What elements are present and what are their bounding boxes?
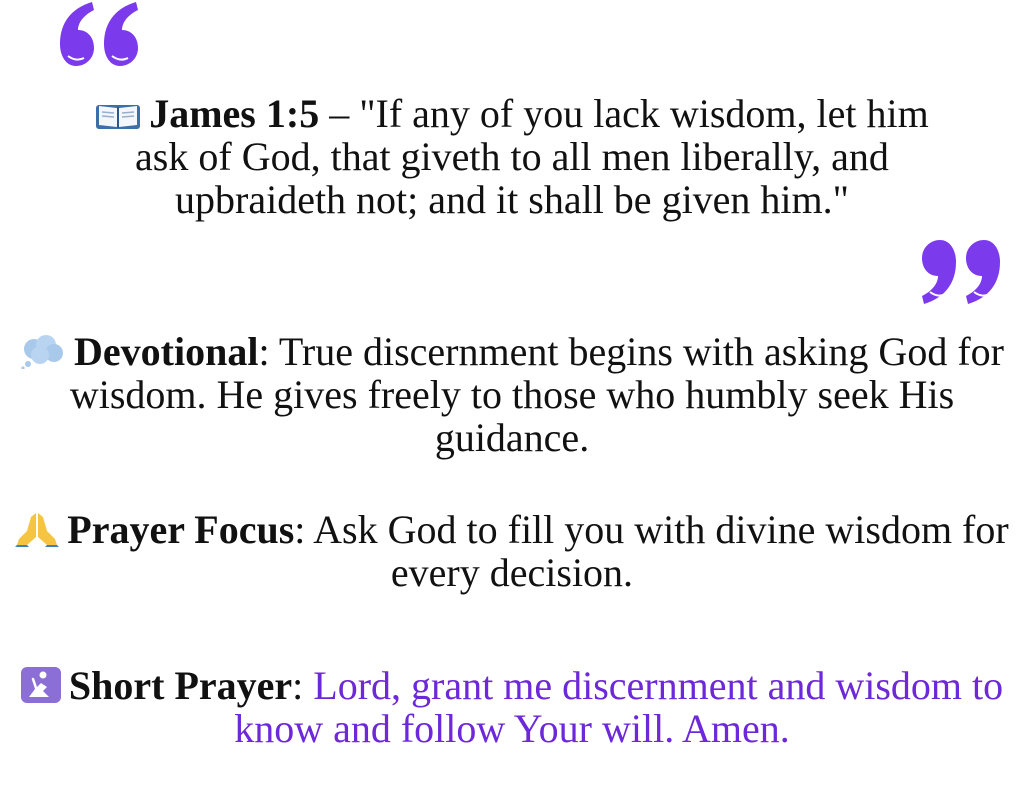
close-quote-mark-icon: [918, 236, 1008, 306]
devotional-colon: :: [258, 329, 279, 374]
devotional-block: [0, 330, 1024, 459]
devotional-label: Devotional: [74, 329, 259, 374]
prayer-focus-text: Ask God to fill you with divine wisdom for every decision.: [313, 507, 1009, 595]
verse-text: "If any of you lack wisdom, let him ask of God, that giveth to all men liberally, and upbraideth not; and it shall be given him.": [135, 91, 929, 222]
place-of-worship-icon: [21, 667, 61, 703]
devotional-text: True discernment begins with asking God for wisdom. He gives freely to those who humbly seek His guidance.: [69, 329, 1004, 460]
open-book-icon: [95, 101, 141, 131]
short-prayer-block: [0, 664, 1024, 750]
open-quote-mark-icon: [56, 0, 146, 70]
verse-dash: –: [319, 91, 360, 136]
verse-reference: James 1:5: [149, 91, 320, 136]
prayer-focus-block: [0, 508, 1024, 594]
short-prayer-text: Lord, grant me discernment and wisdom to know and follow Your will. Amen.: [234, 663, 1004, 751]
prayer-focus-colon: :: [294, 507, 314, 552]
short-prayer-label: Short Prayer: [68, 663, 293, 708]
short-prayer-colon: :: [292, 663, 314, 708]
prayer-focus-label: Prayer Focus: [67, 507, 295, 552]
thought-bubble-icon: [20, 335, 66, 369]
verse-block: [0, 92, 1024, 221]
praying-hands-icon: [15, 511, 59, 547]
